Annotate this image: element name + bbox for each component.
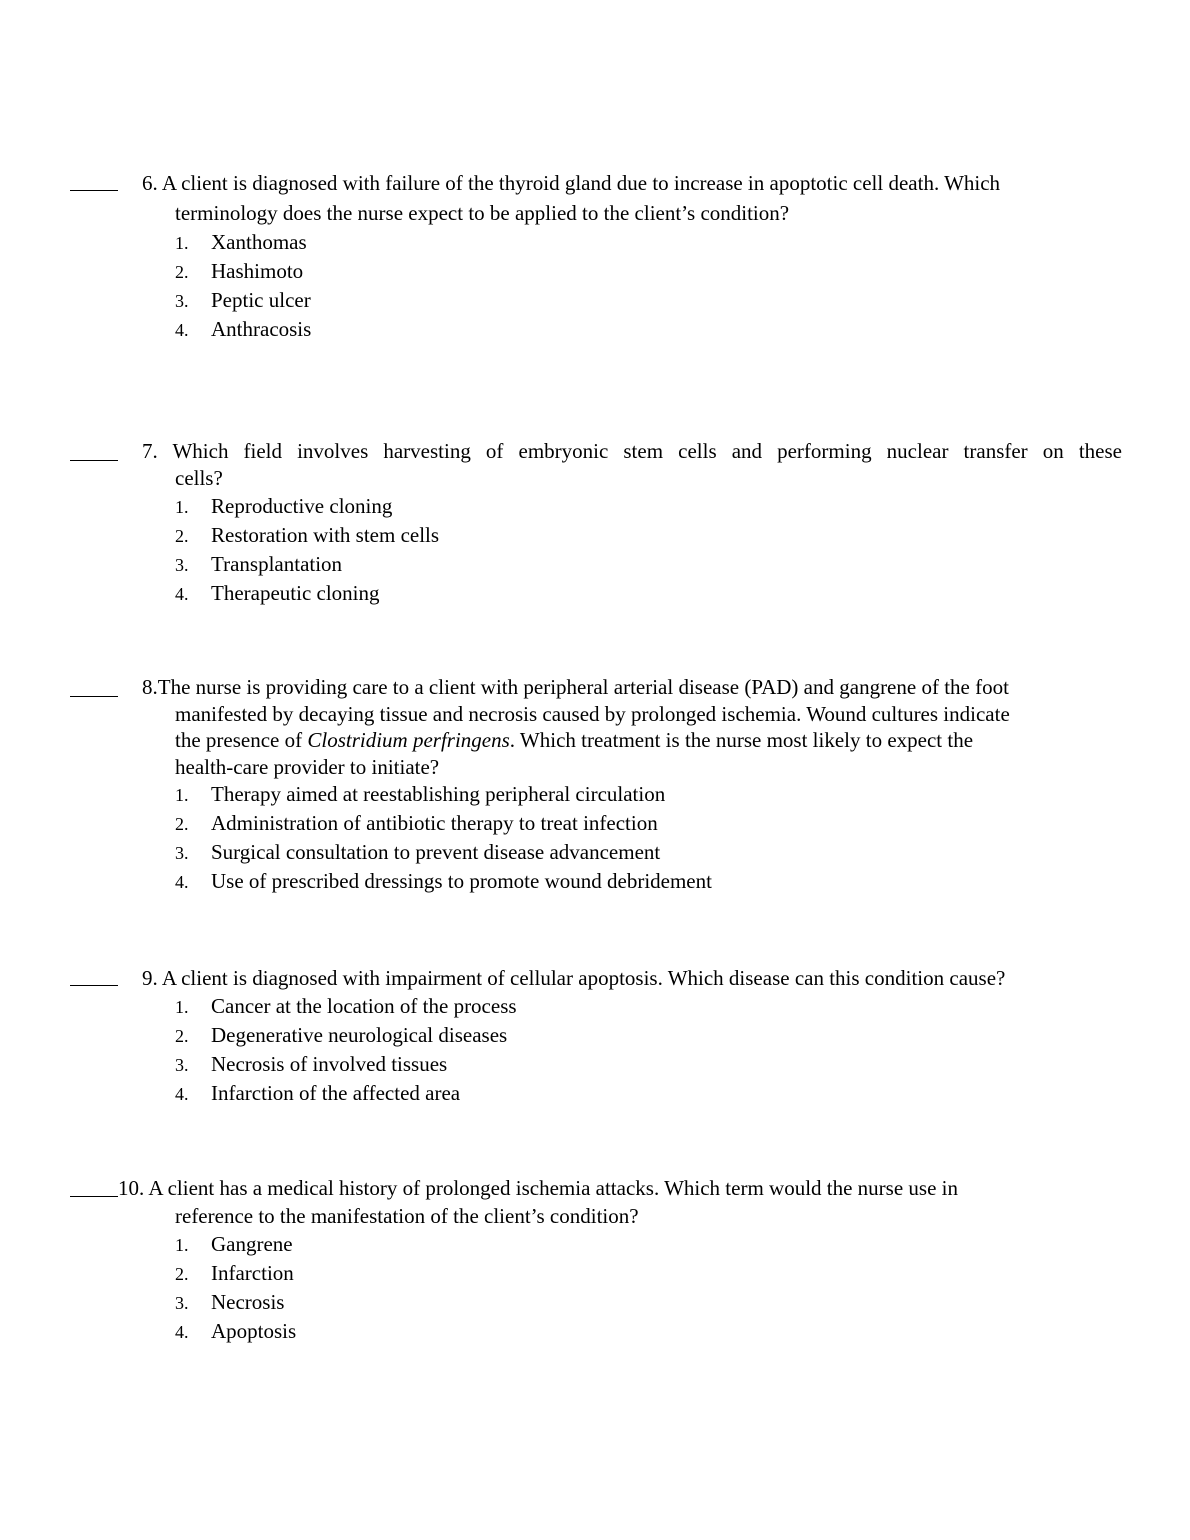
option: 1. Cancer at the location of the process — [175, 994, 517, 1018]
answer-blank[interactable] — [70, 985, 118, 986]
question-stem: 6. A client is diagnosed with failure of the thyroid gland due to increase in apoptotic cell death. Which terminology does the nurse expect to be applied to the client’s condition? — [142, 171, 1001, 225]
organism-name: Clostridium perfringens — [307, 728, 510, 752]
answer-blank[interactable] — [70, 696, 118, 697]
option: 3. Necrosis — [175, 1290, 285, 1314]
option: 4. Apoptosis — [175, 1319, 297, 1343]
option: 4. Infarction of the affected area — [175, 1081, 461, 1105]
option: 1. Therapy aimed at reestablishing peripheral circulation — [175, 782, 666, 806]
option: 2. Administration of antibiotic therapy to treat infection — [175, 811, 658, 835]
option: 3. Peptic ulcer — [175, 288, 311, 312]
option: 2. Restoration with stem cells — [175, 523, 440, 547]
option: 1. Xanthomas — [175, 230, 307, 254]
option: 2. Hashimoto — [175, 259, 304, 283]
question-stem: 7. Which field involves harvesting of embryonic stem cells and performing nuclear transfer on these cells? — [142, 439, 1122, 490]
question-number: 10. — [118, 1176, 145, 1200]
option: 4. Anthracosis — [175, 317, 312, 341]
answer-options — [175, 992, 517, 1108]
question-number: 9. — [142, 966, 158, 990]
answer-blank[interactable] — [70, 1196, 118, 1197]
option: 4. Use of prescribed dressings to promote wound debridement — [175, 869, 712, 893]
option: 3. Surgical consultation to prevent disease advancement — [175, 840, 661, 864]
answer-options — [175, 228, 311, 344]
answer-options — [175, 780, 712, 896]
question-stem: 8.The nurse is providing care to a client with peripheral arterial disease (PAD) and gangrene of the foot manifested by decaying tissue and necrosis caused by prolonged ischemia. Wound cultures indicate the presence of Clostridium perfringens. Which treatment is the nurse most likely to expect the health-care provider to initiate? — [142, 675, 1010, 779]
option: 2. Degenerative neurological diseases — [175, 1023, 508, 1047]
option: 4. Therapeutic cloning — [175, 581, 380, 605]
question-number: 8. — [142, 675, 158, 699]
answer-blank[interactable] — [70, 190, 118, 191]
question-stem: 9. A client is diagnosed with impairment of cellular apoptosis. Which disease can this condition cause? — [142, 966, 1006, 990]
option: 1. Reproductive cloning — [175, 494, 393, 518]
question-number: 7. — [142, 439, 158, 463]
option: 3. Necrosis of involved tissues — [175, 1052, 448, 1076]
answer-options — [175, 492, 439, 608]
answer-options — [175, 1230, 296, 1346]
question-number: 6. — [142, 171, 158, 195]
question-stem: 10. A client has a medical history of prolonged ischemia attacks. Which term would the nurse use in reference to the manifestation of the client’s condition? — [118, 1176, 958, 1228]
option: 1. Gangrene — [175, 1232, 293, 1256]
option: 2. Infarction — [175, 1261, 294, 1285]
option: 3. Transplantation — [175, 552, 343, 576]
answer-blank[interactable] — [70, 460, 118, 461]
